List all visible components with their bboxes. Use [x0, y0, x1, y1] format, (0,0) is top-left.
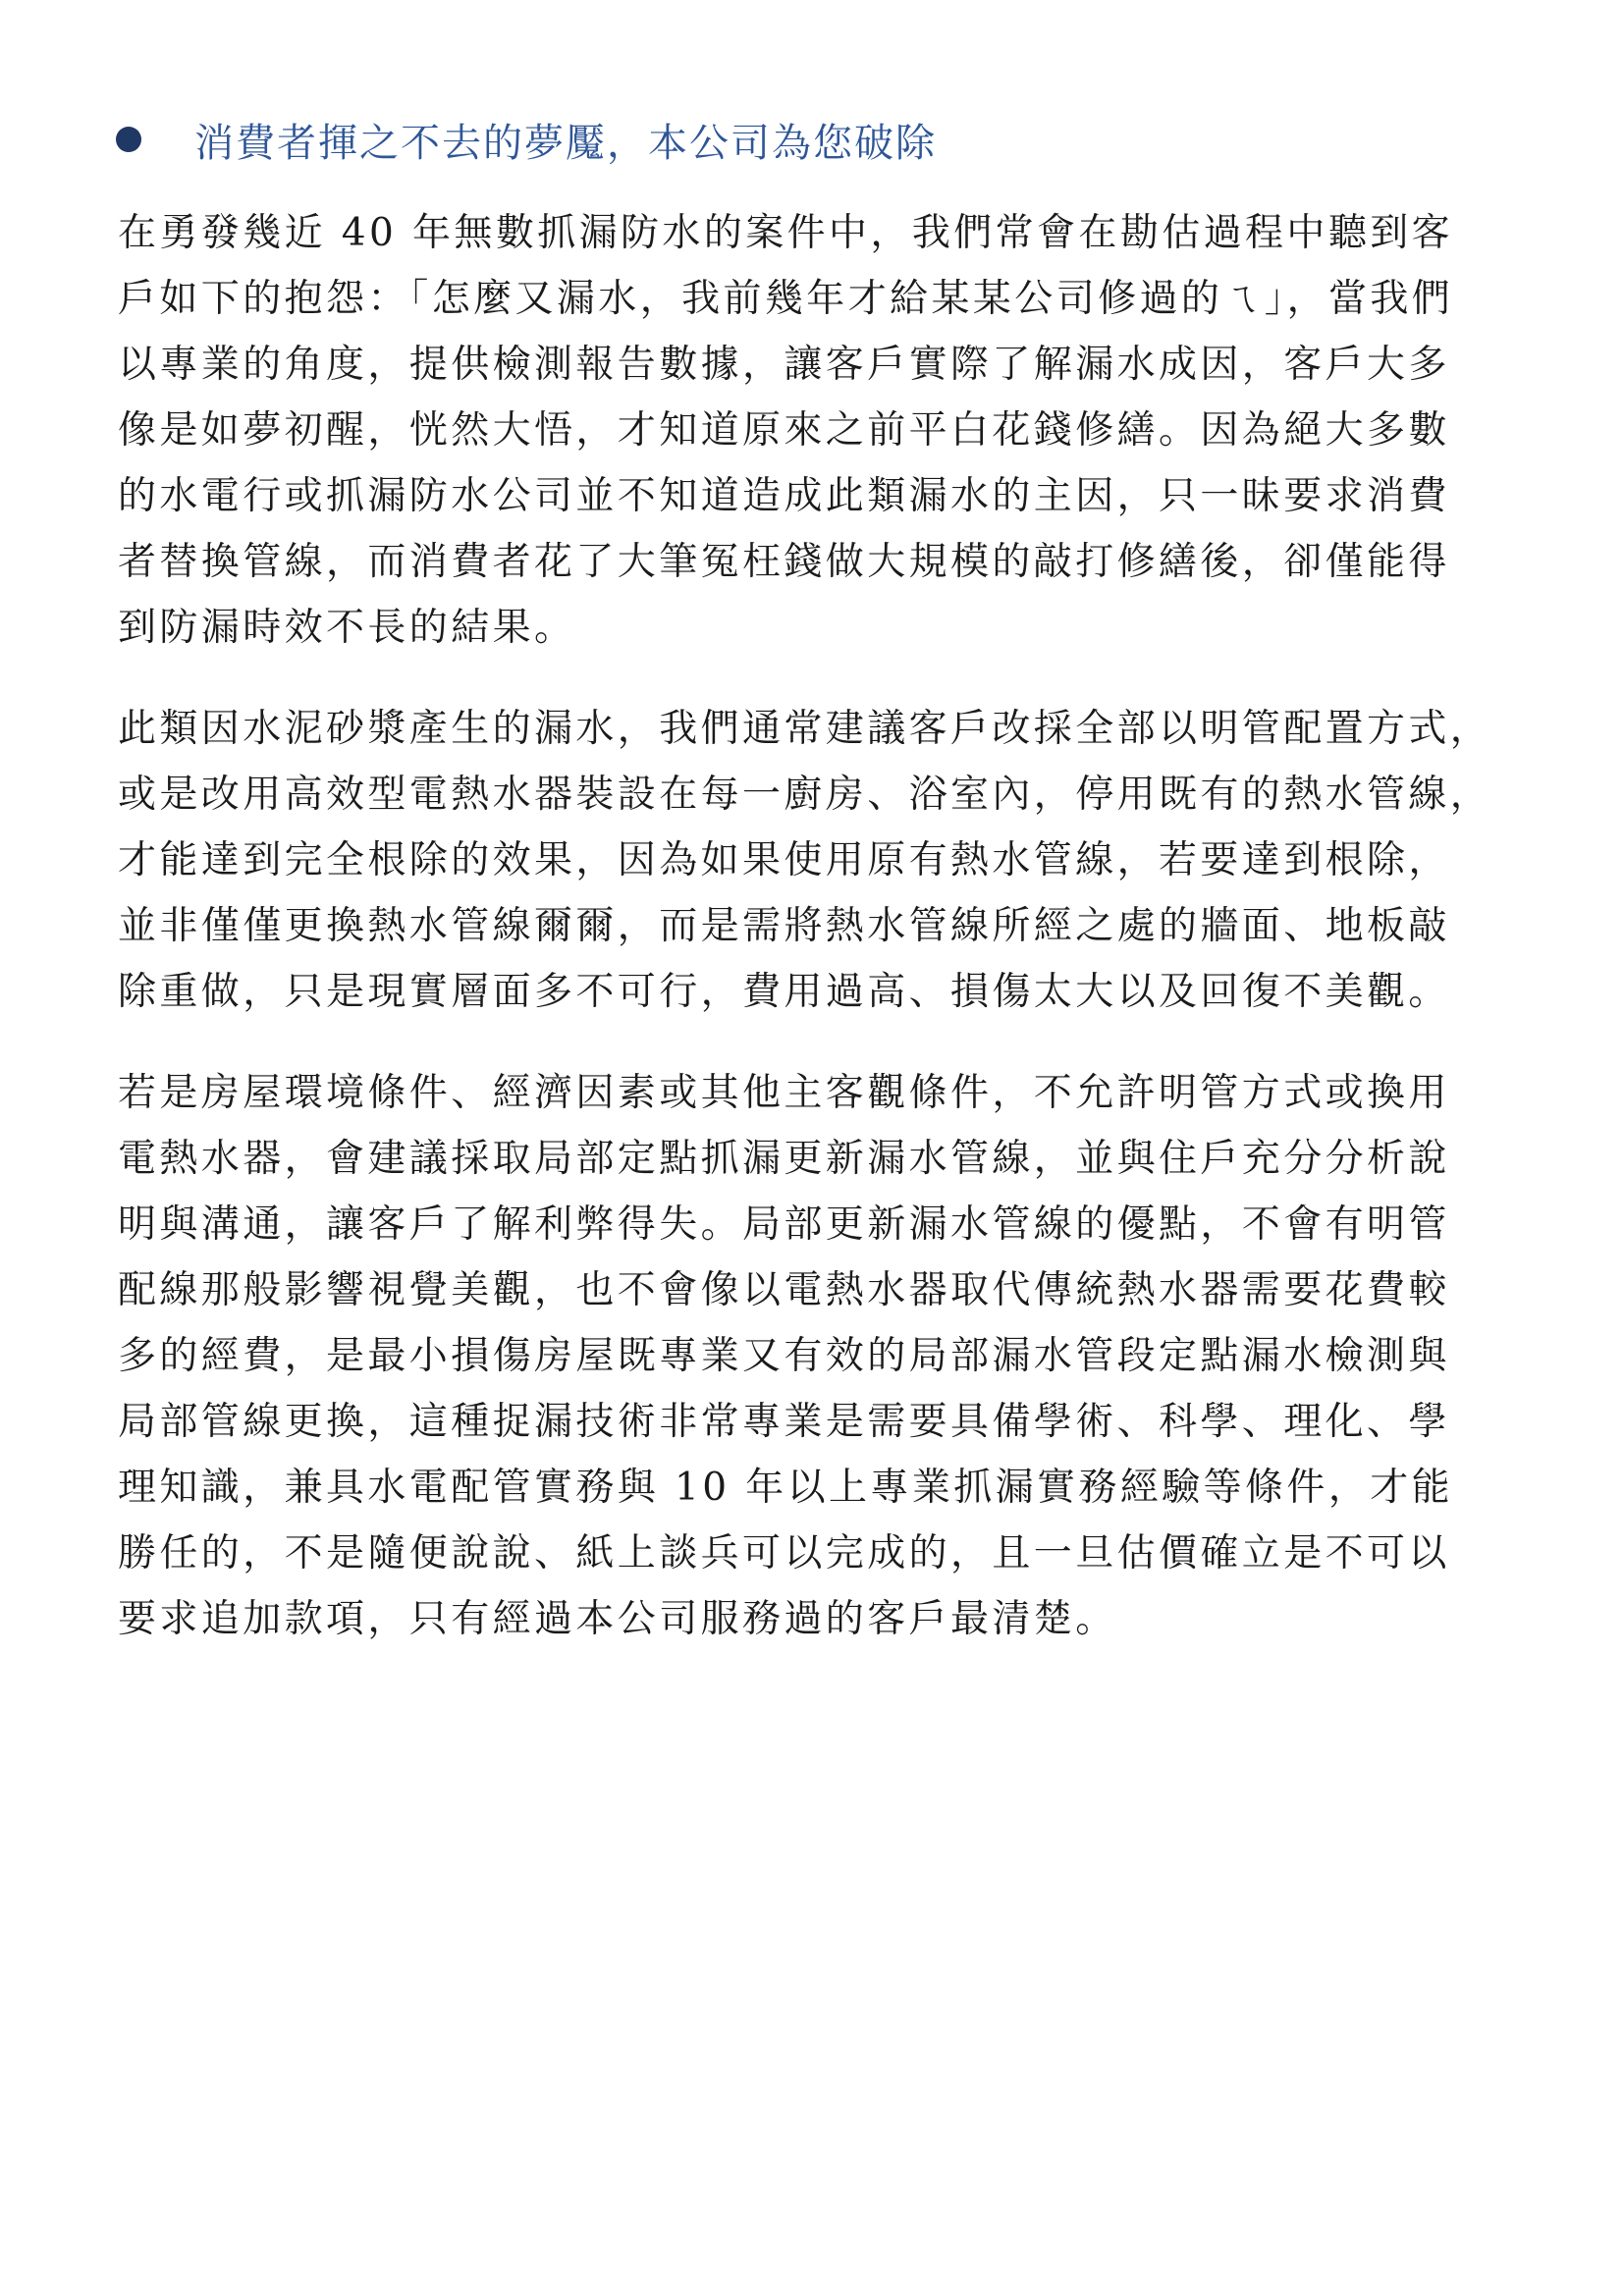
paragraph-line: 勝任的，不是隨便說說、紙上談兵可以完成的，且一旦估價確立是不可以 — [118, 1531, 1450, 1575]
paragraph-line: 才能達到完全根除的效果，因為如果使用原有熱水管線，若要達到根除， — [118, 838, 1450, 882]
paragraph-line: 此類因水泥砂漿產生的漏水，我們通常建議客戶改採全部以明管配置方式， — [118, 707, 1492, 751]
paragraph-line: 在勇發幾近 40 年無數抓漏防水的案件中，我們常會在勘估過程中聽到客 — [118, 211, 1454, 255]
paragraph-line: 多的經費，是最小損傷房屋既專業又有效的局部漏水管段定點漏水檢測與 — [118, 1334, 1450, 1378]
paragraph-line: 配線那般影響視覺美觀，也不會像以電熱水器取代傳統熱水器需要花費較 — [118, 1268, 1450, 1312]
paragraph — [118, 1060, 1532, 1652]
paragraph-line: 要求追加款項，只有經過本公司服務過的客戶最清楚。 — [118, 1597, 1117, 1641]
bullet-icon — [116, 127, 141, 152]
paragraph-line: 理知識，兼具水電配管實務與 10 年以上專業抓漏實務經驗等條件，才能 — [118, 1466, 1454, 1510]
paragraph-line: 者替換管線，而消費者花了大筆冤枉錢做大規模的敲打修繕後，卻僅能得 — [118, 540, 1450, 584]
paragraph-line: 以專業的角度，提供檢測報告數據，讓客戶實際了解漏水成因，客戶大多 — [118, 343, 1450, 387]
section-heading — [116, 110, 937, 169]
paragraph-line: 到防漏時效不長的結果。 — [118, 606, 576, 650]
paragraph-line: 除重做，只是現實層面多不可行，費用過高、損傷太大以及回復不美觀。 — [118, 970, 1450, 1014]
paragraph-line: 局部管線更換，這種捉漏技術非常專業是需要具備學術、科學、理化、學 — [118, 1400, 1450, 1444]
heading-text: 消費者揮之不去的夢魘，本公司為您破除 — [194, 120, 937, 166]
paragraph-line: 明與溝通，讓客戶了解利弊得失。局部更新漏水管線的優點，不會有明管 — [118, 1202, 1450, 1247]
paragraph-line: 電熱水器，會建議採取局部定點抓漏更新漏水管線，並與住戶充分分析說 — [118, 1137, 1450, 1181]
paragraph — [118, 200, 1532, 661]
paragraph-line: 像是如夢初醒，恍然大悟，才知道原來之前平白花錢修繕。因為絕大多數 — [118, 408, 1450, 453]
paragraph-line: 或是改用高效型電熱水器裝設在每一廚房、浴室內，停用既有的熱水管線， — [118, 773, 1492, 817]
body-text — [118, 200, 1532, 1687]
paragraph-line: 戶如下的抱怨：「怎麼又漏水，我前幾年才給某某公司修過的ㄟ」，當我們 — [118, 277, 1454, 321]
paragraph-line: 並非僅僅更換熱水管線爾爾，而是需將熱水管線所經之處的牆面、地板敲 — [118, 904, 1450, 948]
paragraph — [118, 696, 1532, 1025]
paragraph-line: 的水電行或抓漏防水公司並不知道造成此類漏水的主因，只一昧要求消費 — [118, 474, 1450, 518]
paragraph-line: 若是房屋環境條件、經濟因素或其他主客觀條件，不允許明管方式或換用 — [118, 1071, 1450, 1115]
